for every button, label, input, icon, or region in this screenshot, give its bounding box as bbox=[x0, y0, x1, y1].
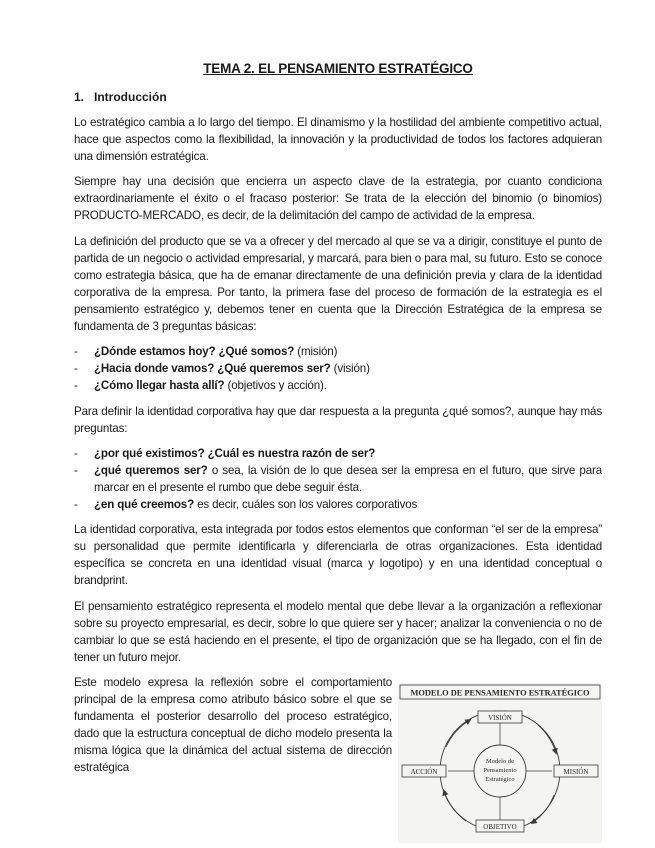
strategic-model-diagram bbox=[398, 683, 602, 843]
list-question: ¿Dónde estamos hoy? ¿Qué somos? bbox=[94, 345, 295, 358]
paragraph-7: Este modelo expresa la reflexión sobre el comportamiento principal de la empresa como atributo básico sobre el que se fundamenta el posterior desarrollo del proceso estratégico, dado que la estructura conceptual de dicho modelo presenta la misma lógica que la dinámica del actual sistema de dirección estratégica bbox=[74, 676, 392, 774]
list-dash: - bbox=[74, 498, 78, 511]
list-dash: - bbox=[74, 464, 78, 477]
center-label-3: Estratégico bbox=[485, 776, 515, 783]
list-question: ¿qué queremos ser? bbox=[94, 464, 208, 477]
paragraph-1: Lo estratégico cambia a lo largo del tiempo. El dinamismo y la hostilidad del ambiente competitivo actual, hace que aspectos como la flexibilidad, la innovación y la productividad de todos los factores adquieran una dimensión estratégica. bbox=[74, 116, 602, 163]
list-item bbox=[74, 462, 602, 496]
node-mission: MISIÓN bbox=[563, 768, 589, 776]
list-text: o sea, la visión de lo que desea ser la empresa en el futuro, que sirve para marcar en el presente el rumbo que debe seguir ésta. bbox=[94, 464, 602, 494]
section-label: Introducción bbox=[94, 90, 167, 104]
list-item bbox=[74, 377, 602, 394]
list-item bbox=[74, 360, 602, 377]
node-action: ACCIÓN bbox=[410, 768, 438, 776]
page-title: TEMA 2. EL PENSAMIENTO ESTRATÉGICO bbox=[203, 61, 473, 76]
center-label-1: Modelo de bbox=[486, 758, 514, 765]
node-objective: OBJETIVO bbox=[483, 823, 517, 831]
strategic-model-figure bbox=[398, 683, 602, 843]
paragraph-3: La definición del producto que se va a ofrecer y del mercado al que se va a dirigir, constituye el punto de partida de un negocio o actividad empresarial, y marcará, para bien o para mal, su futuro. Esto se conoce como estrategia básica, que ha de emanar directamente de una definición previa y clara de la identidad corporativa de la empresa. Por tanto, la primera fase del proceso de formación de la estrategia es el pensamiento estratégico y, debemos tener en cuenta que la Dirección Estratégica de la empresa se fundamenta de 3 preguntas básicas: bbox=[74, 235, 602, 333]
figure-heading: MODELO DE PENSAMIENTO ESTRATÉGICO bbox=[410, 688, 590, 698]
section-heading bbox=[74, 90, 167, 104]
list-question: ¿Hacia donde vamos? ¿Qué queremos ser? bbox=[94, 362, 331, 375]
list-item bbox=[74, 445, 602, 462]
list-dash: - bbox=[74, 362, 78, 375]
question-list-2 bbox=[74, 445, 602, 513]
paragraph-6: El pensamiento estratégico representa el modelo mental que debe llevar a la organización a reflexionar sobre su proyecto empresarial, es decir, sobre lo que quiere ser y hacer; analizar la conveniencia o no de cambiar lo que se está haciendo en el presente, el tipo de organización que se ha llegado, con el fin de tener un futuro mejor. bbox=[74, 600, 602, 664]
list-text: (objetivos y acción). bbox=[224, 379, 327, 392]
list-dash: - bbox=[74, 447, 78, 460]
node-vision: VISIÓN bbox=[488, 714, 512, 722]
list-question: ¿por qué existimos? ¿Cuál es nuestra razón de ser? bbox=[94, 447, 376, 460]
list-text: (visión) bbox=[330, 362, 370, 375]
list-item bbox=[74, 343, 602, 360]
list-dash: - bbox=[74, 345, 78, 358]
list-dash: - bbox=[74, 379, 78, 392]
list-question: ¿en qué creemos? bbox=[94, 498, 195, 511]
paragraph-5: La identidad corporativa, esta integrada por todos estos elementos que conforman “el ser de la empresa” su personalidad que permite identificarla y diferenciarla de otras organizaciones. Esta identidad específica se concreta en una identidad visual (marca y logotipo) y en una identidad conceptual o brandprint. bbox=[74, 523, 602, 587]
list-question: ¿Cómo llegar hasta allí? bbox=[94, 379, 225, 392]
list-text: es decir, cuáles son los valores corporativos bbox=[194, 498, 418, 511]
section-number: 1. bbox=[74, 90, 85, 104]
list-text: (misión) bbox=[294, 345, 338, 358]
center-label-2: Pensamiento bbox=[483, 767, 517, 774]
paragraph-4: Para definir la identidad corporativa hay que dar respuesta a la pregunta ¿qué somos?, aunque hay más preguntas: bbox=[74, 405, 602, 435]
question-list-1 bbox=[74, 343, 602, 394]
paragraph-2: Siempre hay una decisión que encierra un aspecto clave de la estrategia, por cuanto condiciona extraordinariamente el éxito o el fracaso posterior: Se trata de la elección del binomio (o binomios) PRODUCTO-MERCADO, es decir, de la delimitación del campo de actividad de la empresa. bbox=[74, 175, 602, 222]
list-item bbox=[74, 496, 602, 513]
